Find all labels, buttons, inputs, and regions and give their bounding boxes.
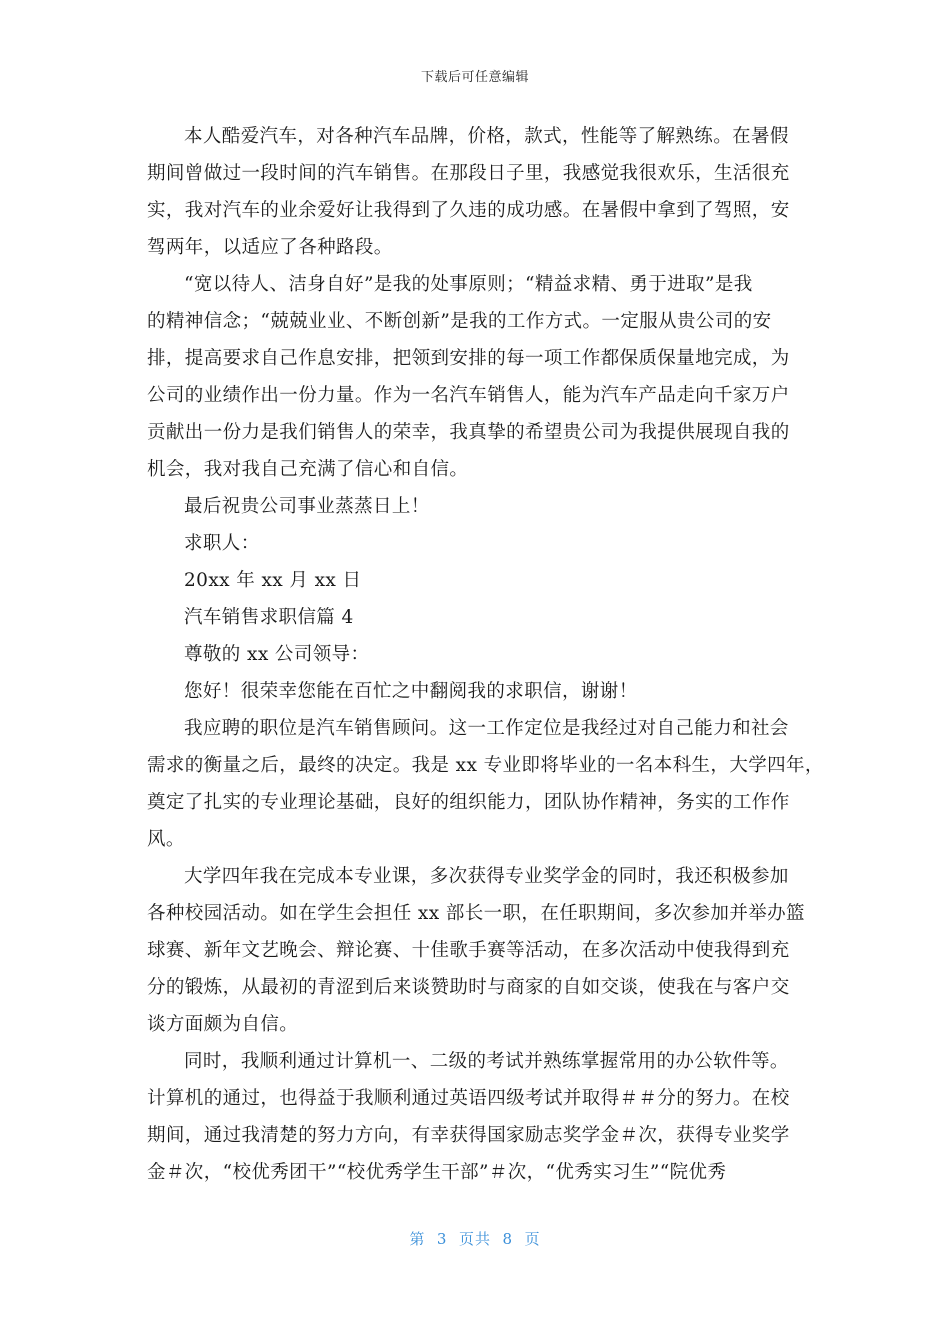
text-line: 汽车销售求职信篇 4: [184, 607, 354, 628]
text-line: 同时，我顺利通过计算机一、二级的考试并熟练掌握常用的办公软件等。: [184, 1051, 789, 1072]
text-line: 的精神信念；“兢兢业业、不断创新”是我的工作方式。一定服从贵公司的安: [147, 311, 772, 332]
text-line: 20xx 年 xx 月 xx 日: [184, 570, 362, 591]
text-line: 需求的衡量之后，最终的决定。我是 xx 专业即将毕业的一名本科生，大学四年，: [147, 755, 824, 776]
text-line: 期间，通过我清楚的努力方向，有幸获得国家励志奖学金＃次，获得专业奖学: [147, 1125, 790, 1146]
text-line: 最后祝贵公司事业蒸蒸日上！: [184, 496, 430, 517]
text-line: 排，提高要求自己作息安排，把领到安排的每一项工作都保质保量地完成，为: [147, 348, 790, 369]
text-line: 谈方面颇为自信。: [147, 1014, 299, 1035]
page-footer: 第 3 页共 8 页: [409, 1230, 541, 1248]
text-line: 风。: [147, 829, 185, 850]
text-line: 尊敬的 xx 公司领导：: [184, 644, 370, 665]
text-line: 您好！很荣幸您能在百忙之中翻阅我的求职信，谢谢！: [184, 681, 638, 702]
text-line: 驾两年，以适应了各种路段。: [147, 237, 393, 258]
text-line: 球赛、新年文艺晚会、辩论赛、十佳歌手赛等活动，在多次活动中使我得到充: [147, 940, 790, 961]
text-line: 实，我对汽车的业余爱好让我得到了久违的成功感。在暑假中拿到了驾照，安: [147, 200, 790, 221]
text-line: 奠定了扎实的专业理论基础，良好的组织能力，团队协作精神，务实的工作作: [147, 792, 790, 813]
text-line: 公司的业绩作出一份力量。作为一名汽车销售人，能为汽车产品走向千家万户: [147, 385, 790, 406]
text-line: 贡献出一份力是我们销售人的荣幸，我真挚的希望贵公司为我提供展现自我的: [147, 422, 790, 443]
text-line: “宽以待人、洁身自好”是我的处事原则；“精益求精、勇于进取”是我: [184, 274, 753, 295]
text-line: 金＃次，“校优秀团干”“校优秀学生干部”＃次，“优秀实习生”“院优秀: [147, 1162, 727, 1183]
text-line: 我应聘的职位是汽车销售顾问。这一工作定位是我经过对自己能力和社会: [184, 718, 789, 739]
page-header: 下载后可任意编辑: [420, 70, 529, 85]
text-line: 本人酷爱汽车，对各种汽车品牌，价格，款式，性能等了解熟练。在暑假: [184, 126, 789, 147]
text-line: 大学四年我在完成本专业课，多次获得专业奖学金的同时，我还积极参加: [184, 866, 789, 887]
text-line: 机会，我对我自己充满了信心和自信。: [147, 459, 469, 480]
text-line: 求职人：: [184, 533, 260, 554]
document-body: [147, 118, 824, 1191]
text-line: 期间曾做过一段时间的汽车销售。在那段日子里，我感觉我很欢乐，生活很充: [147, 163, 790, 184]
text-line: 各种校园活动。如在学生会担任 xx 部长一职，在任职期间，多次参加并举办篮: [147, 903, 805, 924]
text-line: 分的锻炼，从最初的青涩到后来谈赞助时与商家的自如交谈，使我在与客户交: [147, 977, 790, 998]
text-line: 计算机的通过，也得益于我顺利通过英语四级考试并取得＃＃分的努力。在校: [147, 1088, 790, 1109]
